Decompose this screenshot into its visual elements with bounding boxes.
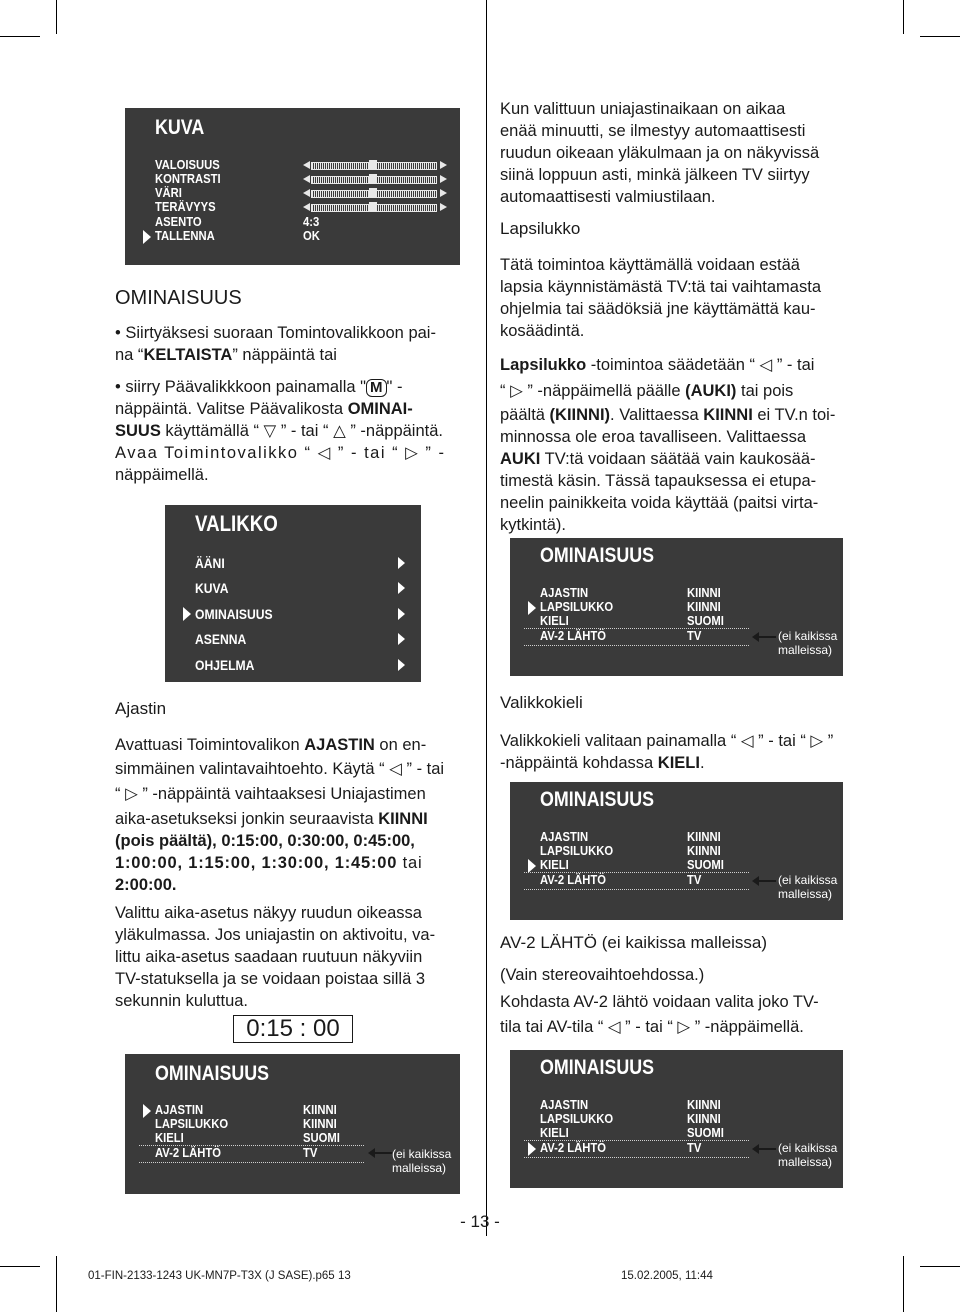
bullet-line: näppäimellä.: [115, 466, 209, 484]
selection-pointer-icon: [528, 601, 536, 615]
page-number: - 13 -: [460, 1212, 500, 1231]
selection-pointer-icon: [528, 859, 536, 873]
menu-label: KONTRASTI: [155, 172, 221, 186]
menu-key-icon: M: [366, 379, 387, 397]
menu-value: KIINNI: [687, 600, 721, 614]
menu-value: TV: [687, 629, 702, 643]
menu-title: OMINAISUUS: [155, 1062, 270, 1085]
divider: [524, 645, 749, 646]
model-note: (ei kaikissa malleissa): [392, 1147, 452, 1175]
footer-file: 01-FIN-2133-1243 UK-MN7P-T3X (J SASE).p65: [88, 1270, 335, 1282]
menu-item[interactable]: OMINAISUUS: [195, 607, 273, 622]
footer-date: 15.02.2005, 11:44: [621, 1270, 713, 1282]
bullet-line: Avaa Toimintovalikko “ ◁ ” - tai “ ▷ ” -: [115, 444, 446, 462]
model-note: (ei kaikissa malleissa): [778, 873, 838, 901]
footer-page: 13: [338, 1270, 351, 1282]
ominaisuus-section: [115, 286, 475, 486]
model-note: (ei kaikissa malleissa): [778, 1141, 838, 1169]
text-line: kosäädintä.: [500, 322, 585, 340]
save-value: OK: [303, 229, 320, 243]
arrow-left-icon: [758, 636, 776, 638]
chevron-right-icon: [398, 608, 405, 620]
menu-label: TALLENNA: [155, 229, 215, 243]
menu-title: KUVA: [155, 116, 205, 139]
bullet-line: näppäintä. Valitse Päävalikosta OMINAI-: [115, 400, 413, 418]
text-line: aika-asetukseksi jonkin seuraavista KIINNI: [115, 810, 428, 828]
menu-value: KIINNI: [687, 1112, 721, 1126]
av2-section: [500, 932, 862, 1041]
menu-label[interactable]: AV-2 LÄHTÖ: [540, 873, 607, 887]
menu-value: SUOMI: [303, 1131, 340, 1145]
text-line: (pois päältä), 0:15:00, 0:30:00, 0:45:00,: [115, 832, 415, 850]
divider: [524, 1140, 749, 1141]
menu-label[interactable]: LAPSILUKKO: [540, 600, 614, 614]
section-heading: OMINAISUUS: [115, 287, 242, 309]
text-line: AUKI TV:tä voidaan säätää vain kaukosää-: [500, 450, 816, 468]
text-line: timestä käsin. Tässä tapauksessa ei etupa-: [500, 472, 817, 490]
menu-label: VALOISUUS: [155, 158, 220, 172]
crop-mark: [56, 1256, 57, 1312]
kuva-menu: [125, 108, 460, 265]
menu-label[interactable]: LAPSILUKKO: [155, 1117, 229, 1131]
bullet-line: • Siirtyäksesi suoraan Tomintovalikkoon pai-: [115, 324, 436, 342]
sleep-timer-display: 0:15 : 00: [233, 1015, 353, 1043]
divider: [139, 1162, 364, 1163]
menu-label[interactable]: LAPSILUKKO: [540, 844, 614, 858]
menu-label[interactable]: AJASTIN: [540, 1098, 589, 1112]
brightness-slider[interactable]: [303, 160, 447, 170]
center-line: [486, 0, 487, 1236]
text-line: enää minuutti, se ilmestyy automaattisesti: [500, 122, 806, 140]
text-line: päältä (KIINNI). Valittaessa KIINNI ei TV.n toi-: [500, 406, 836, 424]
chevron-right-icon: [398, 659, 405, 671]
text-line: Valikkokieli valitaan painamalla “ ◁ ” - tai “ ▷ ”: [500, 732, 834, 750]
menu-title: OMINAISUUS: [540, 544, 655, 567]
text-line: simmäinen valintavaihtoehto. Käytä “ ◁ ” - tai: [115, 760, 445, 778]
model-note: (ei kaikissa malleissa): [778, 629, 838, 657]
selection-pointer-icon: [143, 230, 151, 244]
menu-item[interactable]: KUVA: [195, 581, 229, 596]
divider: [139, 1145, 364, 1146]
text-line: Kohdasta AV-2 lähtö voidaan valita joko TV-: [500, 993, 819, 1011]
menu-value: TV: [687, 1141, 702, 1155]
menu-label[interactable]: AV-2 LÄHTÖ: [540, 629, 607, 643]
text-line: Avattuasi Toimintovalikon AJASTIN on en-: [115, 736, 427, 754]
text-line: “ ▷ ” -näppäintä vaihtaaksesi Uniajastimen: [115, 785, 426, 803]
menu-title: VALIKKO: [195, 511, 278, 536]
menu-value: SUOMI: [687, 614, 724, 628]
section-heading: Lapsilukko: [500, 219, 581, 238]
ajastin-section: [115, 698, 475, 1012]
menu-label: VÄRI: [155, 186, 182, 200]
text-line: “ ▷ ” -näppäimellä päälle (AUKI) tai pois: [500, 382, 794, 400]
crop-mark: [903, 0, 904, 34]
crop-mark: [56, 0, 57, 34]
divider: [524, 1157, 749, 1158]
arrow-left-icon: [374, 1152, 392, 1154]
menu-label[interactable]: AJASTIN: [540, 830, 589, 844]
menu-value: TV: [687, 873, 702, 887]
menu-item[interactable]: ÄÄNI: [195, 556, 225, 571]
crop-mark: [920, 1266, 960, 1267]
feature-menu-av2: [510, 1050, 843, 1188]
text-line: tila tai AV-tila “ ◁ ” - tai “ ▷ ” -näppäimellä.: [500, 1018, 804, 1036]
text-line: (Vain stereovaihtoehdossa.): [500, 966, 705, 984]
menu-label[interactable]: KIELI: [540, 1126, 569, 1140]
chevron-right-icon: [398, 582, 405, 594]
bullet-line: na “KELTAISTA” näppäintä tai: [115, 346, 337, 364]
text-line: -näppäintä kohdassa KIELI.: [500, 754, 705, 772]
divider: [524, 872, 749, 873]
valikkokieli-section: [500, 692, 862, 774]
divider: [524, 889, 749, 890]
menu-value: KIINNI: [687, 586, 721, 600]
menu-item[interactable]: OHJELMA: [195, 658, 255, 673]
menu-label[interactable]: KIELI: [540, 614, 569, 628]
feature-menu-kieli: [510, 782, 843, 920]
menu-value: KIINNI: [303, 1103, 337, 1117]
right-intro: [500, 98, 862, 536]
menu-label: TERÄVYYS: [155, 200, 216, 214]
menu-value: SUOMI: [687, 858, 724, 872]
text-line: Tätä toimintoa käyttämällä voidaan estää: [500, 256, 800, 274]
arrow-left-icon: [758, 880, 776, 882]
menu-label: ASENTO: [155, 215, 202, 229]
menu-label[interactable]: LAPSILUKKO: [540, 1112, 614, 1126]
text-line: littu aika-asetus saadaan ruutuun näkyviin: [115, 948, 423, 966]
text-line: Valittu aika-asetus näkyy ruudun oikeassa: [115, 904, 422, 922]
text-line: siinä loppuun asti, minkä jälkeen TV siirtyy: [500, 166, 810, 184]
feature-menu-lapsilukko: [510, 538, 843, 676]
text-line: sekunnin kuluttua.: [115, 992, 249, 1010]
section-heading: Ajastin: [115, 699, 167, 718]
menu-value: KIINNI: [303, 1117, 337, 1131]
text-line: ruudun oikeaan yläkulmaan ja on näkyvissä: [500, 144, 820, 162]
menu-item[interactable]: ASENNA: [195, 632, 247, 647]
text-line: neelin painikkeita voida käyttää (paitsi virta-: [500, 494, 819, 512]
bullet-line: SUUS käyttämällä “ ▽ ” - tai “ △ ” -näppäintä.: [115, 422, 443, 440]
selection-pointer-icon: [143, 1104, 151, 1118]
menu-value: KIINNI: [687, 844, 721, 858]
section-heading: AV-2 LÄHTÖ (ei kaikissa malleissa): [500, 933, 768, 952]
menu-value: SUOMI: [687, 1126, 724, 1140]
menu-value: TV: [303, 1146, 318, 1160]
menu-label[interactable]: AV-2 LÄHTÖ: [540, 1141, 607, 1155]
section-heading: Valikkokieli: [500, 693, 583, 712]
text-line: kytkintä).: [500, 516, 567, 534]
menu-value: KIINNI: [687, 1098, 721, 1112]
text-line: Lapsilukko -toimintoa säädetään “ ◁ ” - tai: [500, 356, 815, 374]
bullet-line: • siirry Päävalikkkoon painamalla " M " -: [115, 378, 403, 396]
text-line: lapsia käynnistämästä TV:tä tai vaihtamasta: [500, 278, 821, 296]
aspect-value: 4:3: [303, 215, 320, 229]
text-line: 2:00:00.: [115, 876, 177, 894]
menu-label[interactable]: AV-2 LÄHTÖ: [155, 1146, 222, 1160]
text-line: automaattisesti valmiustilaan.: [500, 188, 716, 206]
chevron-right-icon: [398, 633, 405, 645]
text-line: minnossa ole eroa tavalliseen. Valittaessa: [500, 428, 807, 446]
text-line: Kun valittuun uniajastinaikaan on aikaa: [500, 100, 786, 118]
contrast-slider[interactable]: [303, 174, 447, 184]
crop-mark: [0, 1266, 40, 1267]
sharpness-slider[interactable]: [303, 202, 447, 212]
crop-mark: [903, 1256, 904, 1312]
menu-label[interactable]: AJASTIN: [155, 1103, 204, 1117]
color-slider[interactable]: [303, 188, 447, 198]
selection-pointer-icon: [528, 1142, 536, 1156]
chevron-right-icon: [398, 557, 405, 569]
menu-title: OMINAISUUS: [540, 788, 655, 811]
menu-label[interactable]: AJASTIN: [540, 586, 589, 600]
divider: [524, 628, 749, 629]
text-line: ohjelmia tai säädöksiä jne käyttämättä kau-: [500, 300, 816, 318]
selection-pointer-icon: [183, 607, 191, 621]
crop-mark: [0, 36, 40, 37]
menu-label[interactable]: KIELI: [155, 1131, 184, 1145]
menu-value: KIINNI: [687, 830, 721, 844]
valikko-menu: [165, 505, 421, 682]
crop-mark: [920, 36, 960, 37]
text-line: TV-statuksella ja se voidaan poistaa sillä 3: [115, 970, 426, 988]
menu-label[interactable]: KIELI: [540, 858, 569, 872]
menu-title: OMINAISUUS: [540, 1056, 655, 1079]
text-line: 1:00:00, 1:15:00, 1:30:00, 1:45:00 tai: [115, 854, 423, 872]
arrow-left-icon: [758, 1148, 776, 1150]
text-line: yläkulmassa. Jos uniajastin on aktivoitu, va-: [115, 926, 436, 944]
